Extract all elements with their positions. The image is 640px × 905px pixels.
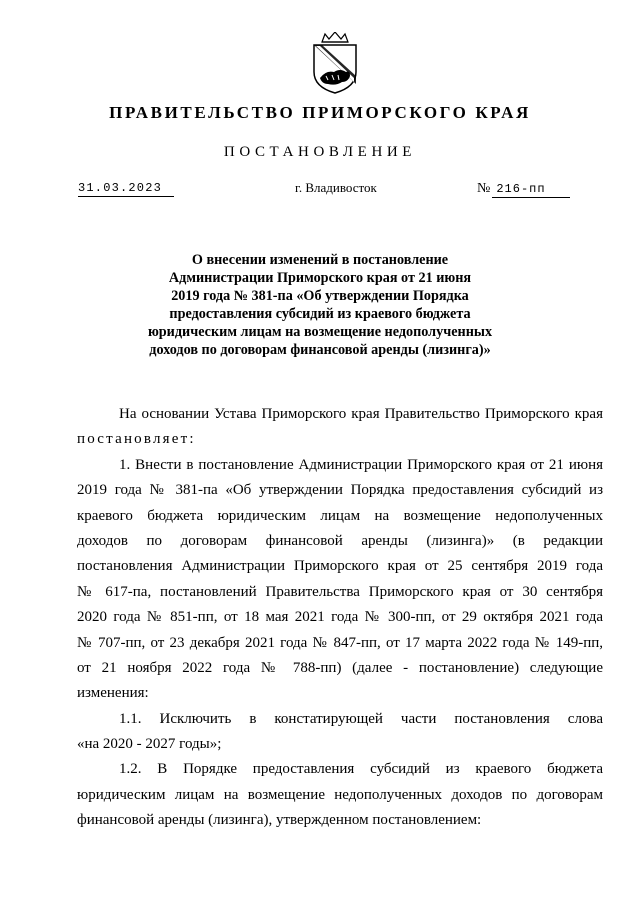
document-heading	[120, 251, 520, 359]
document-date: 31.03.2023	[78, 180, 174, 197]
document-number: 216-пп	[492, 181, 570, 198]
government-title: ПРАВИТЕЛЬСТВО ПРИМОРСКОГО КРАЯ	[109, 103, 531, 122]
body-line: «на 2020 - 2027 годы»;	[77, 736, 222, 753]
body-line: 1.1. Исключить в констатирующей части постановления слова	[119, 710, 603, 727]
number-sign: №	[477, 181, 491, 196]
body-line: 1. Внести в постановление Администрации Приморского края от 21 июня	[119, 456, 603, 473]
coat-of-arms-icon	[308, 32, 362, 94]
body-line: 2020 года № 851-пп, от 18 мая 2021 года № 300-пп, от 29 октября 2021 года	[77, 609, 603, 626]
heading-line: доходов по договорам финансовой аренды (лизинга)»	[149, 342, 491, 358]
body-line: На основании Устава Приморского края Правительство Приморского края	[119, 406, 603, 422]
body-line: изменения:	[77, 685, 149, 702]
document-meta-row	[0, 180, 640, 200]
heading-line: О внесении изменений в постановление	[191, 252, 449, 268]
body-line: финансовой аренды (лизинга), утвержденном постановлением:	[77, 812, 482, 829]
body-line: постановления Администрации Приморского края от 25 сентября 2019 года	[77, 558, 603, 575]
body-line: 1.2. В Порядке предоставления субсидий из краевого бюджета	[119, 761, 603, 778]
document-number-block	[477, 180, 581, 198]
document-body	[77, 402, 603, 834]
heading-line: 2019 года № 381-па «Об утверждении Порядка	[171, 288, 469, 304]
document-city: г. Владивосток	[295, 180, 377, 195]
body-line: постановляет:	[77, 431, 196, 448]
heading-line: Администрации Приморского края от 21 июня	[168, 270, 472, 286]
body-line: юридическим лицам на возмещение недополученных доходов по договорам	[77, 786, 603, 803]
body-line: от 21 ноября 2022 года № 788-пп) (далее - постановление) следующие	[77, 659, 603, 676]
heading-line: предоставления субсидий из краевого бюджета	[169, 306, 471, 322]
document-type: ПОСТАНОВЛЕНИЕ	[223, 144, 417, 160]
body-line: № 707-пп, от 23 декабря 2021 года № 847-пп, от 17 марта 2022 года № 149-пп,	[77, 634, 603, 651]
heading-line: юридическим лицам на возмещение недополученных	[147, 324, 493, 340]
body-line: 2019 года № 381-па «Об утверждении Порядка предоставления субсидий из	[77, 482, 603, 499]
body-line: доходов по договорам финансовой аренды (лизинга)» (в редакции	[77, 532, 603, 549]
body-line: № 617-па, постановлений Правительства Приморского края от 30 сентября	[77, 583, 603, 600]
body-line: краевого бюджета юридическим лицам на возмещение недополученных	[77, 507, 603, 524]
